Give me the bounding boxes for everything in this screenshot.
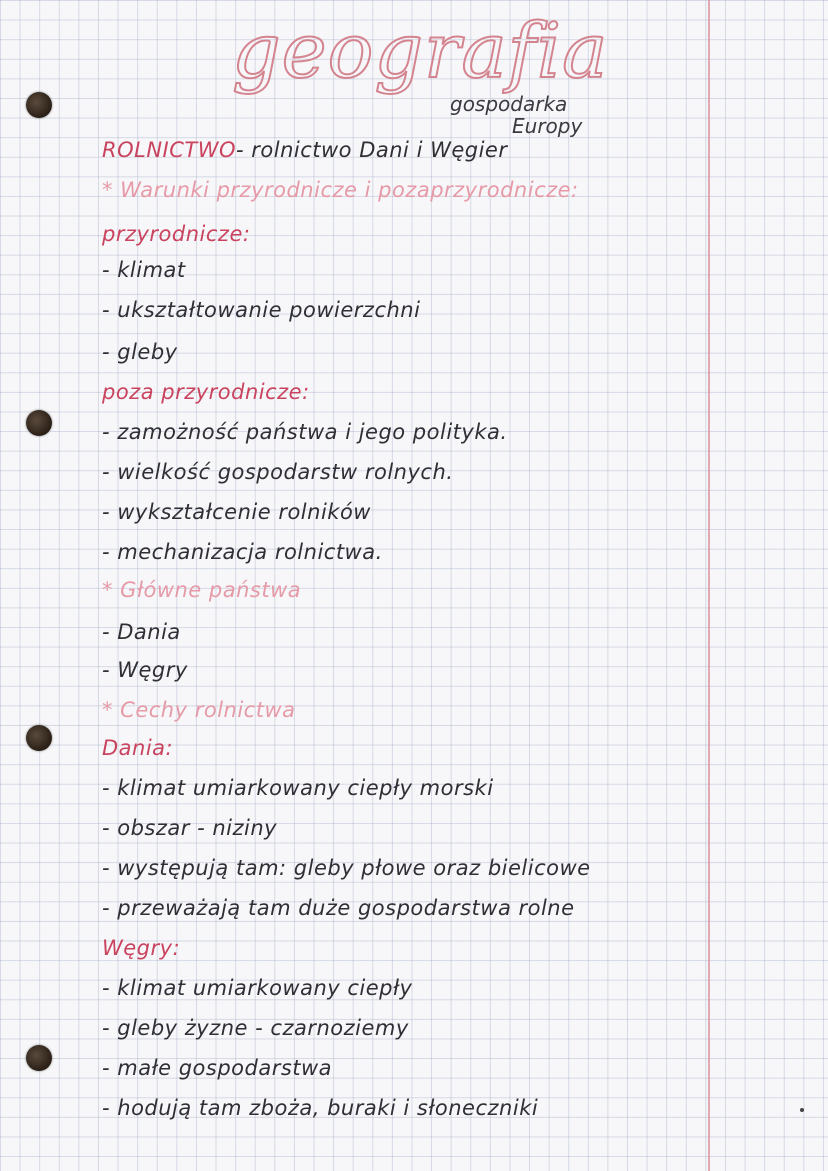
heading-rest: - rolnictwo Dani i Węgier — [236, 138, 508, 162]
list-item: - małe gospodarstwa — [102, 1056, 333, 1080]
binder-hole — [26, 1045, 52, 1071]
section-heading: * Główne państwa — [102, 578, 302, 602]
list-item: - zamożność państwa i jego polityka. — [102, 420, 508, 444]
subheading: Węgry: — [102, 936, 181, 960]
page-subtitle: gospodarka — [450, 92, 568, 116]
binder-hole — [26, 410, 52, 436]
heading-prefix: ROLNICTWO — [102, 138, 237, 162]
list-item: - wielkość gospodarstw rolnych. — [102, 460, 454, 484]
subheading: przyrodnicze: — [102, 222, 251, 246]
list-item: - klimat umiarkowany ciepły morski — [102, 776, 494, 800]
list-item: - hodują tam zboża, buraki i słoneczniki — [102, 1096, 539, 1120]
list-item: - obszar - niziny — [102, 816, 278, 840]
pen-dot — [800, 1108, 804, 1112]
list-item: - występują tam: gleby płowe oraz bielicowe — [102, 856, 591, 880]
heading-rolnictwo — [102, 138, 507, 162]
section-heading: * Cechy rolnictwa — [102, 698, 296, 722]
list-item: - klimat — [102, 258, 186, 282]
list-item: - mechanizacja rolnictwa. — [102, 540, 383, 564]
list-item: - klimat umiarkowany ciepły — [102, 976, 413, 1000]
subheading: poza przyrodnicze: — [102, 380, 310, 404]
list-item: - ukształtowanie powierzchni — [102, 298, 421, 322]
page-subtitle-2: Europy — [512, 114, 583, 138]
list-item: - przeważają tam duże gospodarstwa rolne — [102, 896, 575, 920]
list-item: - gleby żyzne - czarnoziemy — [102, 1016, 409, 1040]
list-item: - Węgry — [102, 658, 188, 682]
list-item: - Dania — [102, 620, 181, 644]
section-heading: * Warunki przyrodnicze i pozaprzyrodnicze: — [102, 178, 579, 202]
binder-hole — [26, 92, 52, 118]
list-item: - wykształcenie rolników — [102, 500, 371, 524]
binder-hole — [26, 725, 52, 751]
margin-line — [708, 0, 710, 1171]
page-title: geografia — [232, 6, 609, 95]
subheading: Dania: — [102, 736, 174, 760]
list-item: - gleby — [102, 340, 178, 364]
